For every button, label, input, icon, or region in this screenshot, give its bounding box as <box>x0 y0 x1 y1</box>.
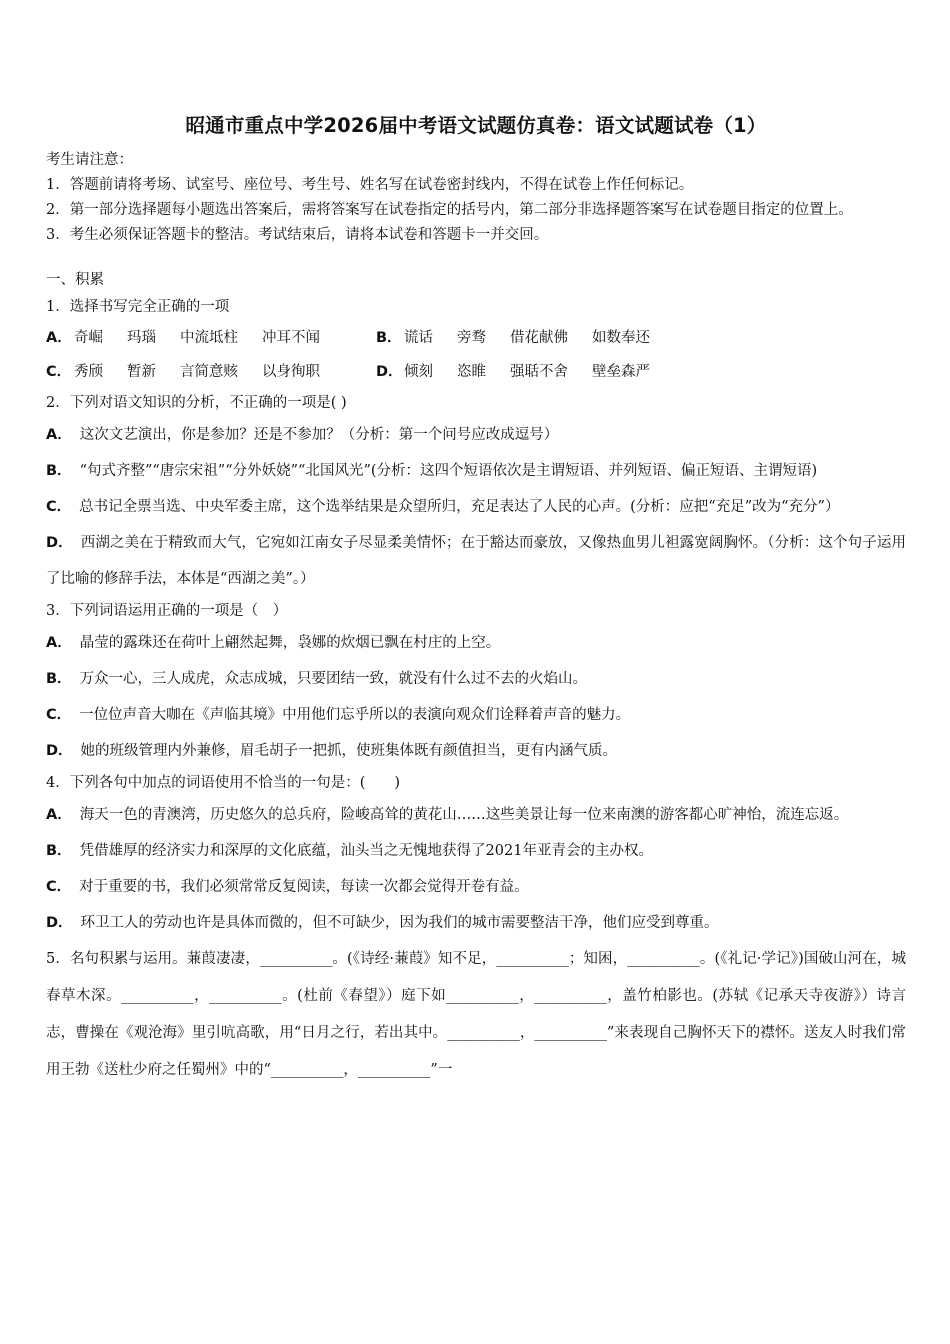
page-title: 昭通市重点中学2026届中考语文试题仿真卷：语文试题试卷（1） <box>185 114 767 137</box>
word: 倾刻 <box>404 364 433 380</box>
option-text: 晶莹的露珠还在荷叶上翩然起舞，袅娜的炊烟已飘在村庄的上空。 <box>79 635 501 651</box>
notice-item: 2．第一部分选择题每小题选出答案后，需将答案写在试卷指定的括号内，第二部分非选择题答案写在试卷题目指定的位置上。 <box>46 202 853 218</box>
word: 谎话 <box>404 330 433 346</box>
word: 玛瑙 <box>127 330 156 346</box>
option-key: C． <box>46 364 72 380</box>
word: 如数奉还 <box>592 330 650 346</box>
option-key: D． <box>46 915 73 931</box>
option-text: 海天一色的青澳湾，历史悠久的总兵府，险峻高耸的黄花山……这些美景让每一位来南澳的游客都心旷神怡，流连忘返。 <box>79 807 849 823</box>
option-key: C． <box>46 879 72 895</box>
word: 秀颀 <box>74 364 103 380</box>
question-3-option-c <box>46 697 906 733</box>
option-text: 环卫工人的劳动也许是具体而微的，但不可缺少，因为我们的城市需要整洁干净，他们应受到尊重。 <box>80 915 719 931</box>
option-key: A． <box>46 807 72 823</box>
option-text: 总书记全票当选、中央军委主席，这个选举结果是众望所归，充足表达了人民的心声。(分析：应把“充足”改为“充分”） <box>79 499 840 515</box>
option-key: B． <box>46 671 72 687</box>
question-2-option-a <box>46 417 906 453</box>
question-3-option-d <box>46 733 906 769</box>
option-key: B． <box>46 463 72 479</box>
option-text: 西湖之美在于精致而大气，它宛如江南女子尽显柔美情怀；在于豁达而豪放，又像热血男儿袒露宽阔胸怀。（分析：这个句子运用了比喻的修辞手法，本体是“西湖之美”。） <box>46 535 906 587</box>
option-key: D． <box>376 364 403 380</box>
word: 借花献佛 <box>510 330 568 346</box>
word: 恣睢 <box>457 364 486 380</box>
word: 强聒不舍 <box>510 364 568 380</box>
question-1-stem: 1．选择书写完全正确的一项 <box>46 299 230 315</box>
question-1-row-ab <box>46 321 906 355</box>
question-1-option-c <box>46 355 376 389</box>
option-text: 一位位声音大咖在《声临其境》中用他们忘乎所以的表演向观众们诠释着声音的魅力。 <box>79 707 631 723</box>
notice-heading: 考生请注意： <box>46 152 133 168</box>
question-3-stem: 3．下列词语运用正确的一项是（ ） <box>46 603 288 619</box>
option-key: B． <box>376 330 402 346</box>
question-3-option-a <box>46 625 906 661</box>
option-key: D． <box>46 743 73 759</box>
option-key: B． <box>46 843 72 859</box>
option-key: D． <box>46 535 73 551</box>
option-key: A． <box>46 330 72 346</box>
question-4-stem: 4．下列各句中加点的词语使用不恰当的一句是：( ) <box>46 775 401 791</box>
option-key: C． <box>46 707 72 723</box>
question-4-option-b <box>46 833 906 869</box>
question-2-stem: 2．下列对语文知识的分析，不正确的一项是( ) <box>46 395 347 411</box>
question-4-option-c <box>46 869 906 905</box>
question-2-option-b <box>46 453 906 489</box>
word: 旁骛 <box>457 330 486 346</box>
word: 言简意赅 <box>180 364 238 380</box>
question-1-option-d <box>376 355 706 389</box>
option-text: 万众一心，三人成虎，众志成城，只要团结一致，就没有什么过不去的火焰山。 <box>79 671 588 687</box>
question-4-option-a <box>46 797 906 833</box>
section-heading: 一、积累 <box>46 272 104 288</box>
word: 以身徇职 <box>262 364 320 380</box>
option-key: A． <box>46 635 72 651</box>
word: 壁垒森严 <box>592 364 650 380</box>
option-text: “句式齐整”“唐宗宋祖”“分外妖娆”“北国风光”(分析：这四个短语依次是主谓短语、并列短语、偏正短语、主谓短语) <box>79 463 818 479</box>
option-text: 凭借雄厚的经济实力和深厚的文化底蕴，汕头当之无愧地获得了2021年亚青会的主办权。 <box>79 843 653 859</box>
word: 冲耳不闻 <box>262 330 320 346</box>
option-key: C． <box>46 499 72 515</box>
notice-item: 3．考生必须保证答题卡的整洁。考试结束后，请将本试卷和答题卡一并交回。 <box>46 227 549 243</box>
option-text: 对于重要的书，我们必须常常反复阅读，每读一次都会觉得开卷有益。 <box>79 879 529 895</box>
question-3-option-b <box>46 661 906 697</box>
notice-item: 1．答题前请将考场、试室号、座位号、考生号、姓名写在试卷密封线内，不得在试卷上作任何标记。 <box>46 177 694 193</box>
notice-block <box>46 148 906 248</box>
word: 奇崛 <box>74 330 103 346</box>
word: 中流坻柱 <box>180 330 238 346</box>
word: 暂新 <box>127 364 156 380</box>
option-key: A． <box>46 427 72 443</box>
question-1-row-cd <box>46 355 906 389</box>
option-text: 她的班级管理内外兼修，眉毛胡子一把抓，使班集体既有颜值担当，更有内涵气质。 <box>80 743 618 759</box>
question-2-option-d <box>46 525 906 597</box>
option-text: 这次文艺演出，你是参加？还是不参加？（分析：第一个问号应改成逗号） <box>79 427 559 443</box>
question-4-option-d <box>46 905 906 941</box>
exam-page <box>46 110 906 1089</box>
question-1-option-a <box>46 321 376 355</box>
question-2-option-c <box>46 489 906 525</box>
question-5: 5．名句积累与运用。蒹葭凄凄，__________。(《诗经·蒹葭》知不足，__________；知困，__________。(《礼记·学记》)国破山河在，城春草木深。__________，__________。(杜前《春望》）庭下如__________，__________，盖竹柏影也。(苏轼《记承天寺夜游》）诗言志，曹操在《观沧海》里引吭高歌，用“日月之行，若出其中。__________，__________”来表现自己胸怀天下的襟怀。送友人时我们常用王勃《送杜少府之任蜀州》中的“__________，__________”一 <box>46 951 906 1078</box>
question-1-option-b <box>376 321 706 355</box>
